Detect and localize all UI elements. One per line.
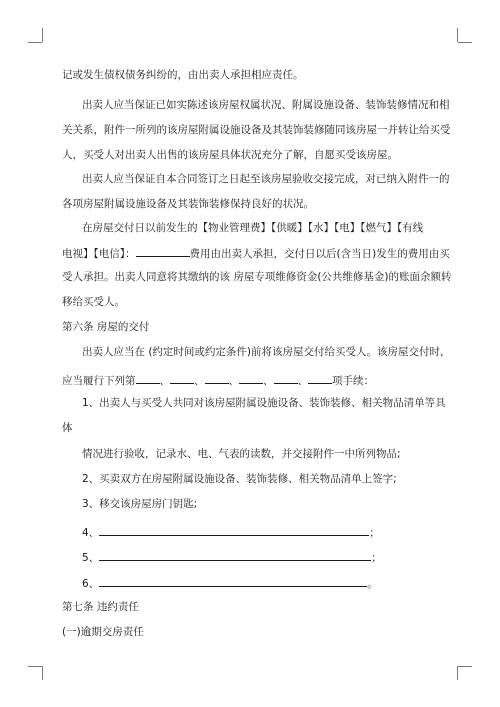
list-item-2: 2、买卖双方在房屋附属设施设备、装饰装修、相关物品清单上签字;	[82, 473, 397, 485]
article-6-title: 第六条 房屋的交付	[62, 321, 150, 333]
fill-in-blank[interactable]	[205, 372, 229, 384]
paragraph-line-with-blanks	[62, 372, 374, 388]
fill-in-blank[interactable]	[136, 372, 160, 384]
separator: 、	[263, 375, 274, 387]
list-item-1-continued: 情况进行验收，记录水、电、气表的读数，并交接附件一中所列物品;	[82, 448, 401, 460]
separator: 、	[159, 375, 170, 387]
article-7-title: 第七条 违约责任	[62, 601, 139, 613]
fill-in-blank[interactable]	[239, 372, 263, 384]
paragraph-line: 在房屋交付日以前发生的【物业管理费】【供暖】【水】【电】【燃气】【有线	[82, 222, 424, 234]
fill-in-blank[interactable]	[170, 372, 194, 384]
fill-in-blank[interactable]	[99, 575, 367, 587]
crop-mark-bottom-right-v	[457, 666, 458, 680]
list-item-6	[82, 575, 378, 591]
paragraph-line: 出卖人应当在 (约定时间或约定条件)前将该房屋交付给买受人。该房屋交付时，	[82, 346, 451, 358]
paragraph-line: 关关系，附件一所列的该房屋附属设施设备及其装饰装修随同该房屋一并转让给买受	[62, 124, 451, 136]
crop-mark-bottom-left-h	[28, 666, 42, 667]
fill-in-blank[interactable]	[136, 245, 190, 257]
text-segment: 费用由出卖人承担，交付日以后(含当日)发生的费用由买	[189, 248, 450, 260]
list-item-1: 1、出卖人与买受人共同对该房屋附属设施设备、装饰装修、相关物品清单等具	[82, 397, 446, 409]
list-item-3: 3、移交该房屋房门钥匙;	[82, 498, 198, 510]
paragraph-line: 出卖人应当保证自本合同签订之日起至该房屋验收交接完成，对已纳入附件一的	[82, 173, 450, 185]
paragraph-line: 受人承担。出卖人同意将其缴纳的该 房屋专项维修资金(公共维修基金)的账面余额转	[62, 271, 452, 283]
list-item-1-continued: 体	[62, 422, 73, 434]
fill-in-blank[interactable]	[308, 372, 332, 384]
paragraph-line: 记或发生债权债务纠纷的，由出卖人承担相应责任。	[62, 69, 304, 81]
fill-in-blank[interactable]	[99, 524, 369, 536]
list-item-5	[82, 549, 382, 565]
separator: 、	[297, 375, 308, 387]
crop-mark-bottom-left-v	[42, 666, 43, 680]
crop-mark-top-left-v	[42, 28, 43, 42]
sub-heading: (一)逾期交房责任	[62, 626, 144, 638]
crop-mark-top-left-h	[28, 42, 42, 43]
paragraph-line: 各项房屋附属设施设备及其装饰装修保持良好的状况。	[62, 198, 314, 210]
item-end-punct: ；	[369, 527, 380, 539]
text-segment: 电视】【电信】：	[62, 248, 136, 260]
separator: 、	[194, 375, 205, 387]
fill-in-blank[interactable]	[274, 372, 298, 384]
paragraph-line: 移给买受人。	[62, 296, 125, 308]
paragraph-line-with-blank	[62, 245, 450, 261]
text-segment: 项手续：	[332, 375, 374, 387]
crop-mark-top-right-h	[458, 42, 472, 43]
item-label: 6、	[82, 578, 100, 590]
crop-mark-top-right-v	[457, 28, 458, 42]
paragraph-line: 人，买受人对出卖人出售的该房屋具体状况充分了解，自愿买受该房屋。	[62, 149, 398, 161]
paragraph-line: 出卖人应当保证已如实陈述该房屋权属状况、附属设施设备、装饰装修情况和相	[82, 99, 450, 111]
text-segment: 应当履行下列第	[62, 375, 136, 387]
separator: 、	[228, 375, 239, 387]
fill-in-blank[interactable]	[99, 549, 371, 561]
item-end-punct: ；	[371, 552, 382, 564]
item-label: 4、	[82, 527, 100, 539]
item-end-punct: 。	[367, 578, 378, 590]
item-label: 5、	[82, 552, 100, 564]
crop-mark-bottom-right-h	[458, 666, 472, 667]
list-item-4	[82, 524, 380, 540]
